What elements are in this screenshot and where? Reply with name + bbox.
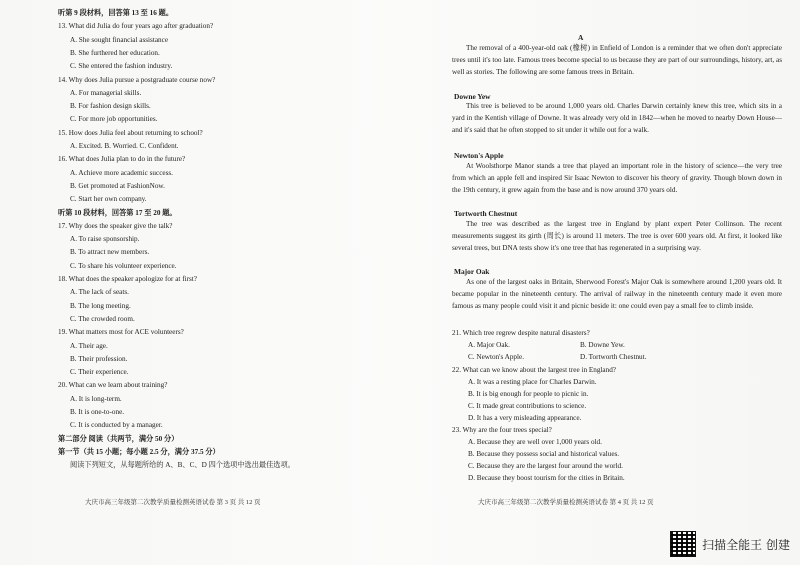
tree-text-major-oak: As one of the largest oaks in Britain, Sherwood Forest's Major Oak is somewhere around 1,200 years old. It became popular in the nineteenth century. The arrival of railway in the nineteenth century made it even more famous as many people could visit it and picnic beside it: one could even pay a small fee to climb inside. — [452, 278, 782, 311]
left-page-footer: 大庆市高三年级第二次教学质量检测英语试卷 第 3 页 共 12 页 — [85, 499, 261, 506]
answer-option: A. The lack of seats. — [70, 288, 129, 297]
answer-option: C. The crowded room. — [70, 314, 135, 323]
question-line: 16. What does Julia plan to do in the future? — [58, 155, 186, 164]
left-page-column — [58, 8, 378, 508]
answer-option: B. She furthered her education. — [70, 48, 160, 57]
answer-option: B. Their profession. — [70, 354, 128, 363]
answer-option: A. For managerial skills. — [70, 88, 142, 97]
q21-option-c: C. Newton's Apple. — [468, 353, 524, 361]
question-23: 23. Why are the four trees special? — [452, 426, 552, 434]
answer-option: A. It is long-term. — [70, 394, 122, 403]
question-line: 20. What can we learn about training? — [58, 381, 168, 390]
answer-option: B. To attract new members. — [70, 248, 150, 257]
section-heading: 听第 9 段材料，回答第 13 至 16 题。 — [58, 9, 174, 17]
answer-option: 阅读下列短文，从每题所给的 A、B、C、D 四个选项中选出最佳选项。 — [70, 461, 295, 470]
answer-option: C. Their experience. — [70, 368, 129, 377]
q22-option-a: A. It was a resting place for Charles Darwin. — [468, 378, 597, 386]
section-heading: 第一节（共 15 小题；每小题 2.5 分，满分 37.5 分） — [58, 447, 220, 456]
right-page-column — [450, 0, 780, 510]
answer-option: B. It is one-to-one. — [70, 408, 125, 416]
answer-option: C. She entered the fashion industry. — [70, 62, 173, 71]
tree-text-tortworth-chestnut: The tree was described as the largest tree in England by plant expert Peter Collinson. The recent measurements suggest its girth (周长) is around 11 meters. The tree is over 600 years old. At first, it looked like several trees, but DNA tests show it's one tree that has regenerated in a surprising way. — [452, 220, 782, 253]
q21-option-d: D. Tortworth Chestnut. — [580, 353, 647, 361]
tree-heading-major-oak: Major Oak — [454, 267, 490, 276]
section-heading: 第二部分 阅读（共两节，满分 50 分） — [58, 434, 179, 443]
answer-option: A. Achieve more academic success. — [70, 168, 173, 177]
question-21: 21. Which tree regrew despite natural disasters? — [452, 329, 590, 337]
answer-option: A. Their age. — [70, 341, 108, 350]
qr-code-icon — [670, 531, 696, 557]
answer-option: B. The long meeting. — [70, 301, 131, 310]
scanner-brand-label: 扫描全能王 创建 — [702, 537, 790, 552]
section-heading: 听第 10 段材料，回答第 17 至 20 题。 — [58, 208, 177, 217]
question-line: 18. What does the speaker apologize for at first? — [58, 275, 197, 283]
tree-text-downe-yew: This tree is believed to be around 1,000 years old. Charles Darwin certainly knew this tree, which sits in a yard in the Kentish village of Downe. It was already very old in 1842—when he moved to nearby Down House—and it's said that he often stopped to sit under it while out for a walk. — [452, 102, 782, 135]
answer-option: C. Start her own company. — [70, 195, 147, 204]
q23-option-a: A. Because they are well over 1,000 years old. — [468, 438, 602, 446]
q22-option-b: B. It is big enough for people to picnic in. — [468, 390, 589, 398]
q22-option-c: C. It made great contributions to science. — [468, 402, 587, 410]
tree-text-newtons-apple: At Woolsthorpe Manor stands a tree that played an important role in the history of science—the very tree from which an apple fell and inspired Sir Isaac Newton to discover his theory of gravity. Though blown down in the 19th century, it grew again from the base and is now around 370 years old. — [452, 162, 782, 195]
right-page-footer: 大庆市高三年级第二次教学质量检测英语试卷 第 4 页 共 12 页 — [478, 499, 654, 506]
q23-option-b: B. Because they possess social and historical values. — [468, 450, 620, 458]
question-line: 13. What did Julia do four years ago after graduation? — [58, 22, 214, 31]
tree-heading-downe-yew: Downe Yew — [454, 92, 491, 101]
passage-intro: The removal of a 400-year-old oak (橡树) in Enfield of London is a reminder that we often don't appreciate trees until it's too late. Famous trees become special to us because they are part of our surroundings, history, art, as well as stories. The following are some famous trees in Britain. — [452, 44, 782, 77]
q21-option-a: A. Major Oak. — [468, 341, 510, 349]
question-line: 15. How does Julia feel about returning to school? — [58, 128, 203, 137]
tree-heading-newtons-apple: Newton's Apple — [454, 151, 504, 160]
answer-option: A. To raise sponsorship. — [70, 235, 140, 244]
answer-option: B. For fashion design skills. — [70, 102, 151, 111]
passage-letter: A — [578, 33, 584, 42]
question-22: 22. What can we know about the largest tree in England? — [452, 366, 616, 374]
q23-option-d: D. Because they boost tourism for the cities in Britain. — [468, 474, 625, 482]
q22-option-d: D. It has a very misleading appearance. — [468, 414, 582, 422]
q23-option-c: C. Because they are the largest four around the world. — [468, 462, 623, 470]
question-line: 19. What matters most for ACE volunteers? — [58, 328, 184, 337]
answer-option: C. To share his volunteer experience. — [70, 261, 177, 270]
answer-option: B. Get promoted at FashionNow. — [70, 181, 165, 190]
answer-option: A. Excited. B. Worried. C. Confident. — [70, 142, 179, 150]
question-line: 14. Why does Julia pursue a postgraduate course now? — [58, 75, 216, 84]
question-line: 17. Why does the speaker give the talk? — [58, 221, 173, 230]
tree-heading-tortworth-chestnut: Tortworth Chestnut — [454, 209, 518, 218]
answer-option: C. For more job opportunities. — [70, 115, 158, 124]
answer-option: C. It is conducted by a manager. — [70, 421, 163, 430]
answer-option: A. She sought financial assistance — [70, 35, 169, 44]
scanner-watermark — [670, 531, 790, 557]
q21-option-b: B. Downe Yew. — [580, 341, 625, 349]
